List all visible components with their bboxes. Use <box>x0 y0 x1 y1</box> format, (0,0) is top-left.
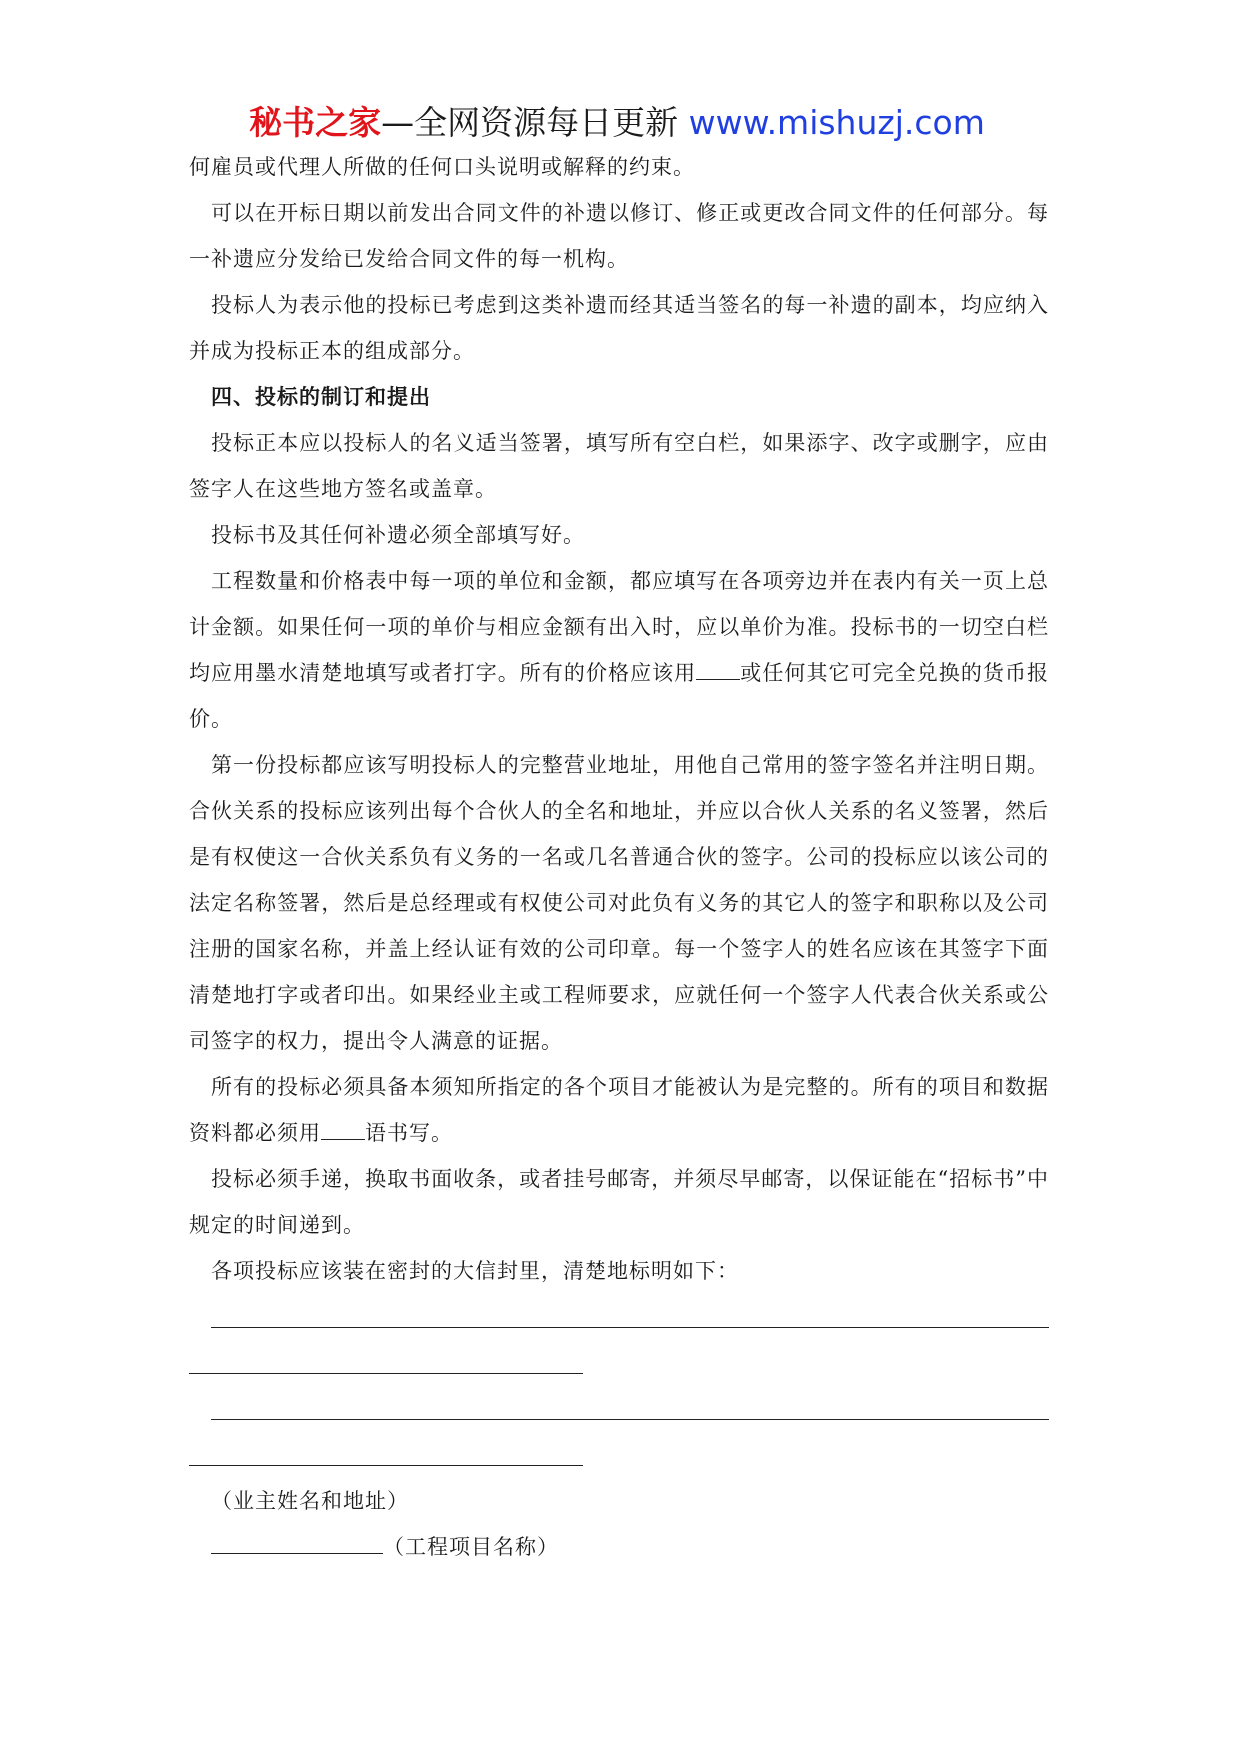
banner-brand: 秘书之家 <box>249 103 382 142</box>
document-body <box>189 144 1049 1570</box>
paragraph-8-text-b: 语书写。 <box>365 1121 453 1145</box>
fill-line-1 <box>189 1294 1049 1340</box>
language-blank <box>321 1119 365 1140</box>
paragraph-6-text-a: 工程数量和价格表中每一项的单位和金额，都应填写在各项旁边并在表内有关一页上总计金额。如果任何一项的单价与相应金额有出入时，应以单价为准。投标书的一切空白栏均应用墨水清楚地填写或者打字。所有的价格应该用 <box>189 569 1049 685</box>
paragraph-2: 可以在开标日期以前发出合同文件的补遗以修订、修正或更改合同文件的任何部分。每一补遗应分发给已发给合同文件的每一机构。 <box>189 201 1049 271</box>
paragraph-6 <box>189 558 1049 742</box>
banner-slogan: —全网资源每日更新 <box>381 103 689 142</box>
paragraph-8 <box>189 1064 1049 1156</box>
paragraph-6-text-b: 或任何其它可完全兑换的货币报价。 <box>189 661 1050 731</box>
fill-line-2 <box>189 1340 1049 1386</box>
paragraph-5: 投标书及其任何补遗必须全部填写好。 <box>211 523 585 547</box>
project-name-label: （工程项目名称） <box>383 1535 559 1559</box>
project-name-line <box>189 1524 1049 1570</box>
paragraph-4: 投标正本应以投标人的名义适当签署，填写所有空白栏，如果添字、改字或删字，应由签字人在这些地方签名或盖章。 <box>189 431 1049 501</box>
currency-blank <box>696 659 740 680</box>
project-name-blank <box>211 1533 383 1554</box>
banner-site-url[interactable]: www.mishuzj.com <box>688 103 985 142</box>
paragraph-10: 各项投标应该装在密封的大信封里，清楚地标明如下： <box>211 1259 739 1283</box>
paragraph-3: 投标人为表示他的投标已考虑到这类补遗而经其适当签名的每一补遗的副本，均应纳入并成为投标正本的组成部分。 <box>189 293 1049 363</box>
fill-line-3 <box>189 1386 1049 1432</box>
site-banner <box>0 98 1234 148</box>
section-heading: 四、投标的制订和提出 <box>211 385 431 409</box>
paragraph-7: 第一份投标都应该写明投标人的完整营业地址，用他自己常用的签字签名并注明日期。合伙关系的投标应该列出每个合伙人的全名和地址，并应以合伙人关系的名义签署，然后是有权使这一合伙关系负有义务的一名或几名普通合伙的签字。公司的投标应以该公司的法定名称签署，然后是总经理或有权使公司对此负有义务的其它人的签字和职称以及公司注册的国家名称，并盖上经认证有效的公司印章。每一个签字人的姓名应该在其签字下面清楚地打字或者印出。如果经业主或工程师要求，应就任何一个签字人代表合伙关系或公司签字的权力，提出令人满意的证据。 <box>189 753 1049 1053</box>
owner-name-address-label: （业主姓名和地址） <box>211 1489 409 1513</box>
fill-line-4 <box>189 1432 1049 1478</box>
paragraph-9: 投标必须手递，换取书面收条，或者挂号邮寄，并须尽早邮寄，以保证能在“招标书”中规定的时间递到。 <box>189 1167 1049 1237</box>
paragraph-8-text-a: 所有的投标必须具备本须知所指定的各个项目才能被认为是完整的。所有的项目和数据资料都必须用 <box>189 1075 1049 1145</box>
paragraph-1: 何雇员或代理人所做的任何口头说明或解释的约束。 <box>189 155 695 179</box>
